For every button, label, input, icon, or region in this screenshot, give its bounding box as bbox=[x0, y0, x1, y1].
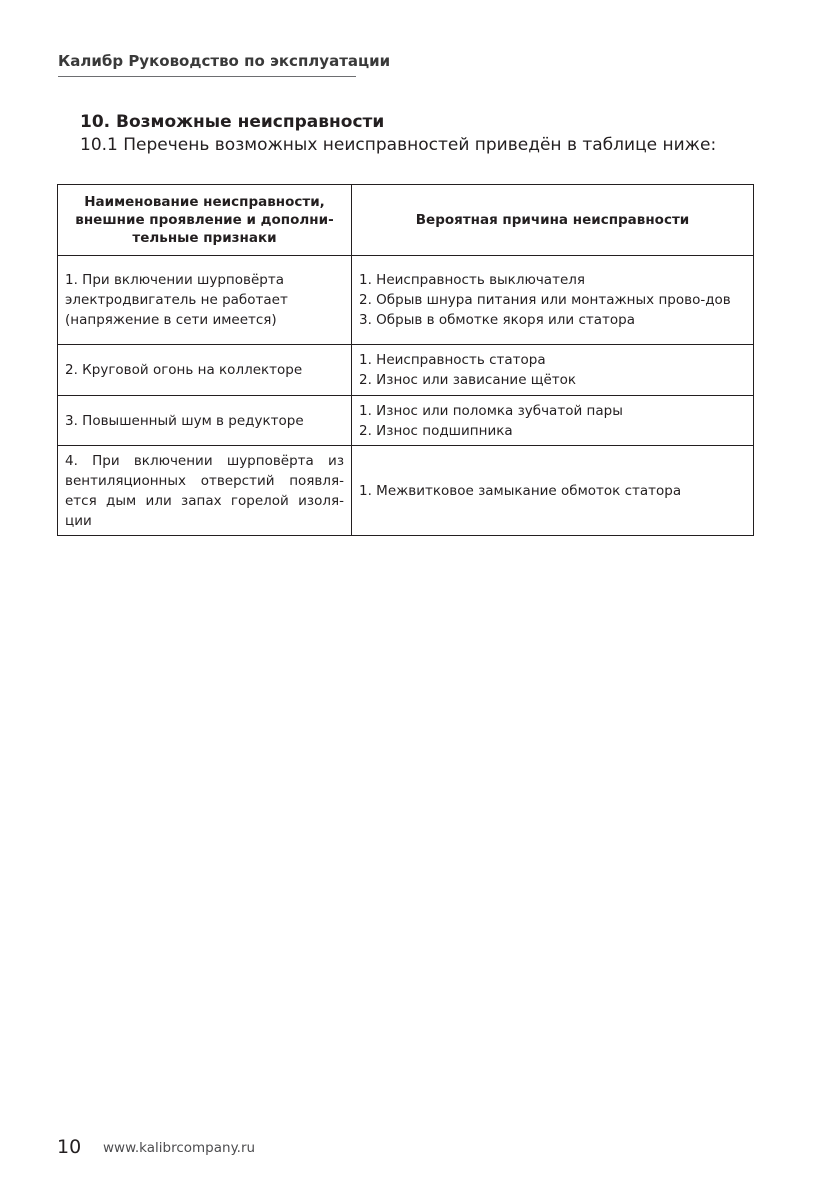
section-intro: 10.1 Перечень возможных неисправностей приведён в таблице ниже: bbox=[80, 135, 717, 155]
fault-line: 3. Повышенный шум в редукторе bbox=[65, 412, 304, 429]
cause-item: 2. Обрыв шнура питания или монтажных прово-дов bbox=[359, 292, 731, 308]
cause-cell bbox=[352, 396, 754, 446]
cause-cell bbox=[352, 446, 754, 536]
faults-table bbox=[57, 184, 754, 536]
fault-cell bbox=[58, 256, 352, 345]
fault-cell bbox=[58, 345, 352, 396]
table-row bbox=[58, 446, 754, 536]
cause-item: 3. Обрыв в обмотке якоря или статора bbox=[359, 312, 635, 328]
fault-line: электродвигатель не работает bbox=[65, 292, 288, 308]
column-header-line: тельные признаки bbox=[132, 230, 277, 246]
cause-item: 1. Межвитковое замыкание обмоток статора bbox=[359, 482, 682, 499]
fault-cell bbox=[58, 396, 352, 446]
fault-line: (напряжение в сети имеется) bbox=[65, 312, 277, 328]
website-link[interactable]: www.kalibrcompany.ru bbox=[103, 1140, 256, 1156]
cause-item: 2. Износ или зависание щёток bbox=[359, 372, 577, 388]
cause-item: 1. Износ или поломка зубчатой пары bbox=[359, 402, 623, 419]
cause-cell bbox=[352, 256, 754, 345]
fault-line: 2. Круговой огонь на коллекторе bbox=[65, 362, 303, 378]
column-header-fault bbox=[58, 185, 352, 256]
cause-item: 1. Неисправность выключателя bbox=[359, 272, 585, 288]
cause-item: 2. Износ подшипника bbox=[359, 422, 513, 439]
column-header-cause: Вероятная причина неисправности bbox=[352, 185, 754, 256]
cause-item: 1. Неисправность статора bbox=[359, 352, 546, 368]
table-row bbox=[58, 345, 754, 396]
table-row bbox=[58, 256, 754, 345]
table-header-row bbox=[58, 185, 754, 256]
fault-line: 1. При включении шурповёрта bbox=[65, 272, 284, 288]
table-row bbox=[58, 396, 754, 446]
cause-cell bbox=[352, 345, 754, 396]
column-header-line: Наименование неисправности, bbox=[84, 194, 325, 210]
running-header: Калибр Руководство по эксплуатации bbox=[58, 52, 356, 77]
column-header-line: внешние проявление и дополни- bbox=[75, 212, 334, 228]
page-number: 10 bbox=[57, 1136, 82, 1158]
fault-line: 4. При включении шурповёрта из вентиляционных отверстий появля-ется дым или запах горелой изоля-ции bbox=[65, 452, 344, 529]
fault-cell bbox=[58, 446, 352, 536]
section-title: 10. Возможные неисправности bbox=[80, 112, 385, 132]
